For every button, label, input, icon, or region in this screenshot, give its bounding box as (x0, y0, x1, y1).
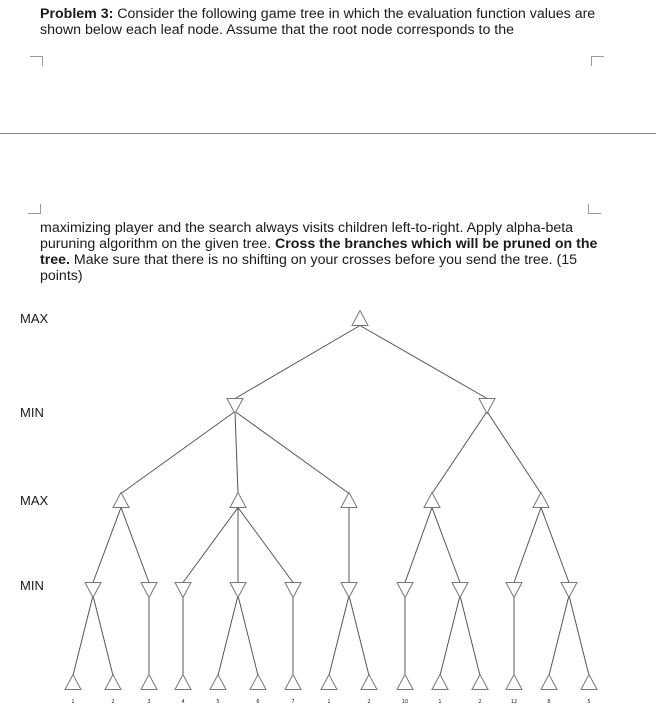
edge-min-1-max-2 (235, 412, 238, 494)
leaf-value-3: 3 (147, 699, 151, 705)
edge-max-1-1-min-2 (121, 508, 149, 583)
edge-leaf-1 (73, 596, 93, 676)
min-node-1 (227, 399, 243, 414)
min-node-1-2-2 (230, 583, 246, 598)
edge-leaf-2 (93, 596, 113, 676)
edge-leaf-9 (349, 596, 369, 676)
edge-root-min-2 (360, 326, 487, 399)
min-node-2-1-1 (397, 583, 413, 598)
leaf-node-11 (432, 675, 448, 690)
max-node-1-2 (230, 493, 246, 508)
problem-intro-text: Consider the following game tree in which the evaluation function values are shown below each leaf node. Assume that the root node corresponds to the (40, 6, 596, 38)
leaf-node-13 (506, 675, 522, 690)
leaf-value-14: 8 (547, 699, 551, 705)
leaf-node-1 (65, 675, 81, 690)
leaf-node-5 (210, 675, 226, 690)
leaf-value-5: 5 (216, 699, 220, 705)
leaf-value-4: 4 (181, 699, 185, 705)
leaf-value-9: 2 (367, 699, 371, 705)
max-node-2-2 (533, 493, 549, 508)
edge-leaf-6 (238, 596, 258, 676)
leaf-node-10 (397, 675, 413, 690)
min-node-2-2-1 (506, 583, 522, 598)
edge-root-min-1 (235, 326, 360, 399)
min-node-1-2-1 (175, 583, 191, 598)
leaf-node-6 (250, 675, 266, 690)
tree-nodes (65, 311, 597, 706)
min-node-1-2-3 (285, 583, 301, 598)
leaf-node-12 (472, 675, 488, 690)
level-label-max-2: MAX (20, 493, 49, 508)
min-node-1-3-1 (341, 583, 357, 598)
min-node-2 (479, 399, 495, 414)
min-node-1-1-1 (85, 583, 101, 598)
max-node-2-1 (424, 493, 440, 508)
edge-leaf-12 (460, 596, 480, 676)
min-node-1-1-2 (141, 583, 157, 598)
level-label-min-3: MIN (20, 578, 44, 593)
edge-leaf-15 (569, 596, 589, 676)
leaf-value-7: 7 (291, 699, 295, 705)
max-node-root (352, 311, 368, 326)
leaf-value-12: 2 (478, 699, 482, 705)
edge-min-1-max-3 (235, 412, 349, 494)
edge-leaf-5 (218, 596, 238, 676)
leaf-node-7 (285, 675, 301, 690)
problem-body-part2: Make sure that there is no shifting on your crosses before you send the tree. (15 points) (40, 252, 578, 284)
min-node-2-2-2 (561, 583, 577, 598)
leaf-value-1: 1 (71, 699, 75, 705)
leaf-node-15 (581, 675, 597, 690)
problem-body-part1: maximizing player and the search always visits children left-to-right. Apply alpha-beta puruning algorithm on the given tree. (40, 220, 574, 252)
leaf-value-10: 10 (401, 699, 409, 705)
leaf-node-3 (141, 675, 157, 690)
edge-min-2-max-1 (432, 412, 487, 494)
edge-max-2-2-min-2 (541, 508, 569, 583)
edge-max-1-1-min-1 (93, 508, 121, 583)
level-label-max-root: MAX (20, 311, 49, 326)
edge-max-2-1-min-2 (432, 508, 460, 583)
leaf-node-2 (105, 675, 121, 690)
leaf-node-9 (361, 675, 377, 690)
leaf-value-8: 1 (327, 699, 331, 705)
edge-max-1-2-min-3 (238, 508, 293, 583)
leaf-value-6: 6 (256, 699, 260, 705)
leaf-value-11: 1 (438, 699, 442, 705)
min-node-2-1-2 (452, 583, 468, 598)
level-label-min-1: MIN (20, 405, 44, 420)
leaf-node-4 (175, 675, 191, 690)
edge-min-2-max-2 (487, 412, 541, 494)
problem-body-bold: Cross the branches which will be pruned on the tree. (40, 236, 598, 268)
edge-min-1-max-1 (121, 412, 235, 494)
edge-max-1-2-min-1 (183, 508, 238, 583)
edge-max-2-1-min-1 (405, 508, 432, 583)
max-node-1-3 (341, 493, 357, 508)
leaf-value-15: 5 (587, 699, 591, 705)
edge-leaf-11 (440, 596, 460, 676)
edge-leaf-14 (549, 596, 569, 676)
leaf-value-13: 12 (510, 699, 518, 705)
tree-edges (73, 326, 589, 676)
leaf-value-2: 2 (111, 699, 115, 705)
edge-leaf-8 (329, 596, 349, 676)
max-node-1-1 (113, 493, 129, 508)
edge-max-2-2-min-1 (514, 508, 541, 583)
problem-label: Problem 3: (40, 6, 114, 22)
leaf-node-14 (541, 675, 557, 690)
leaf-node-8 (321, 675, 337, 690)
